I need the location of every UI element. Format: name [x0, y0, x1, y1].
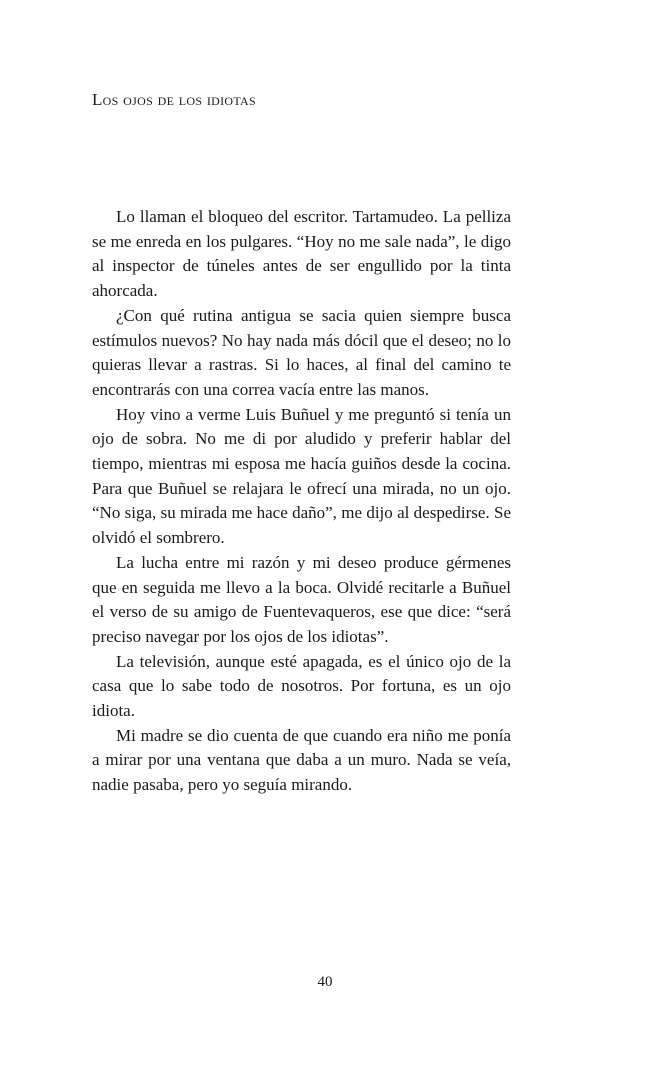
paragraph-5: La televisión, aunque esté apagada, es el único ojo de la casa que lo sabe todo de nosotros. Por fortuna, es un ojo idiota. — [92, 651, 511, 721]
paragraph-4: La lucha entre mi razón y mi deseo produce gérmenes que en seguida me llevo a la boca. Olvidé recitarle a Buñuel el verso de su amigo de Fuentevaqueros, ese que dice: “será preciso navegar por los ojos de los idiotas”. — [92, 552, 511, 646]
page-number: 40 — [317, 974, 333, 990]
paragraph-3: Hoy vino a verme Luis Buñuel y me preguntó si tenía un ojo de sobra. No me di por aludido y preferir hablar del tiempo, mientras mi esposa me hacía guiños desde la cocina. Para que Buñuel se relajara le ofrecí una mirada, no un ojo. “No siga, su mirada me hace daño”, me dijo al despedirse. Se olvidó el sombrero. — [92, 404, 511, 548]
body-text — [92, 205, 511, 798]
chapter-title: Los ojos de los idiotas — [92, 90, 256, 109]
paragraph-6: Mi madre se dio cuenta de que cuando era niño me ponía a mirar por una ventana que daba a un muro. Nada se veía, nadie pasaba, pero yo seguía mirando. — [92, 725, 511, 795]
paragraph-2: ¿Con qué rutina antigua se sacia quien siempre busca estímulos nuevos? No hay nada más dócil que el deseo; no lo quieras llevar a rastras. Si lo haces, al final del camino te encontrarás con una correa vacía entre las manos. — [92, 305, 511, 399]
paragraph-1: Lo llaman el bloqueo del escritor. Tartamudeo. La pelliza se me enreda en los pulgares. “Hoy no me sale nada”, le digo al inspector de túneles antes de ser engullido por la tinta ahorcada. — [92, 207, 511, 301]
